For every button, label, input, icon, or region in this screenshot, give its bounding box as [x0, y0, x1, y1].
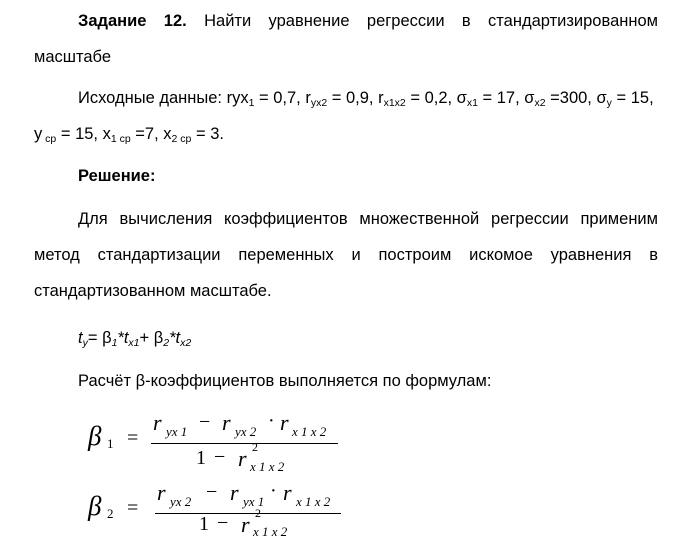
standardized-equation	[78, 320, 693, 356]
eq-sub: y	[82, 337, 88, 349]
given-text: Исходные данные: ryx	[78, 89, 249, 107]
given-data	[34, 80, 658, 152]
sub-1: 1	[248, 97, 255, 109]
beta-symbol: β	[88, 491, 102, 521]
solution-heading: Решение:	[78, 167, 156, 185]
sub-2sr: 2 ср	[171, 133, 192, 145]
eq-sub: x1	[128, 337, 140, 349]
minus-sign: −	[206, 481, 218, 503]
r-symbol: r	[230, 480, 239, 505]
eq-sub: 1	[111, 337, 118, 349]
r-subscript: x 1 x 2	[253, 524, 288, 539]
dot-sign: ·	[268, 410, 275, 432]
r-symbol: r	[222, 410, 231, 435]
r-subscript: x 1 x 2	[292, 424, 327, 439]
r-symbol: r	[153, 410, 162, 435]
r-symbol: r	[238, 446, 247, 471]
eq-part: *t	[169, 329, 181, 347]
minus-sign: −	[217, 512, 229, 534]
sub-sr: ср	[42, 133, 57, 145]
given-text: = 15,	[611, 89, 654, 107]
eq-part: = β	[87, 329, 112, 347]
sub-x2: x2	[534, 97, 546, 109]
given-text: = 17, σ	[477, 89, 535, 107]
r-subscript: yx 1	[243, 494, 265, 509]
equals-sign: =	[127, 427, 139, 449]
minus-sign: −	[214, 446, 226, 468]
square-exponent: 2	[252, 440, 258, 454]
given-text: =300, σ	[545, 89, 607, 107]
dot-sign: ·	[270, 480, 277, 502]
r-subscript: yx 2	[235, 424, 257, 439]
r-symbol: r	[280, 410, 289, 435]
r-subscript: x 1 x 2	[250, 459, 285, 474]
eq-sub: 2	[163, 337, 170, 349]
r-symbol: r	[241, 512, 250, 537]
task-label: Задание 12.	[78, 12, 187, 30]
denominator-one: 1	[199, 513, 209, 535]
given-text: = 0,9, r	[327, 89, 384, 107]
r-subscript: yx 1	[166, 424, 188, 439]
formula-intro: Расчёт β-коэффициентов выполняется по формулам:	[78, 372, 492, 390]
r-subscript: yx 2	[170, 494, 192, 509]
solution-paragraph: Для вычисления коэффициентов множественной регрессии применим метод стандартизации переменных и построим искомое уравнения в стандартизованном масштабе.	[34, 210, 658, 300]
sub-yx2: yx2	[310, 97, 328, 109]
minus-sign: −	[199, 411, 211, 433]
given-text: = 15, x	[56, 125, 111, 143]
square-exponent: 2	[255, 506, 261, 520]
eq-sub: x2	[180, 337, 192, 349]
sub-x1: x1	[466, 97, 478, 109]
task-statement	[34, 3, 658, 75]
beta-index: 2	[107, 506, 114, 521]
given-text: = 0,2, σ	[405, 89, 467, 107]
sub-1sr: 1 ср	[110, 133, 131, 145]
equals-sign: =	[127, 497, 139, 519]
sub-y: y	[606, 97, 612, 109]
r-symbol: r	[157, 480, 166, 505]
task-text: Найти уравнение регрессии в стандартизированном масштабе	[34, 12, 658, 66]
given-text: = 0,7, r	[254, 89, 311, 107]
eq-part: + β	[139, 329, 164, 347]
given-text: =7, x	[130, 125, 172, 143]
denominator-one: 1	[196, 447, 206, 469]
beta-symbol: β	[88, 421, 102, 451]
given-text: y	[34, 125, 43, 143]
eq-t: t	[78, 329, 83, 347]
sub-x1x2: x1x2	[383, 97, 406, 109]
given-text: = 3.	[191, 125, 224, 143]
eq-part: *t	[117, 329, 129, 347]
fraction-bar	[151, 443, 338, 444]
r-symbol: r	[283, 480, 292, 505]
r-subscript: x 1 x 2	[296, 494, 331, 509]
beta-index: 1	[107, 436, 114, 451]
